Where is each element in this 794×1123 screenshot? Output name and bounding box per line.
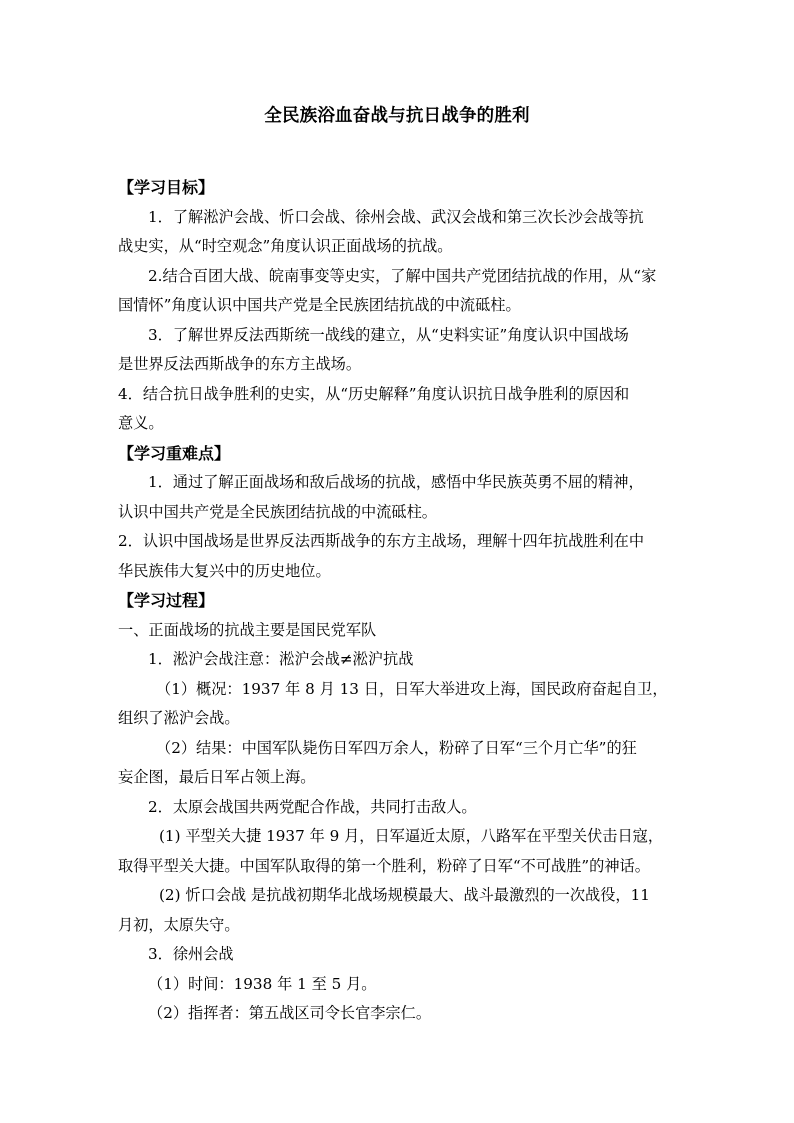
- paragraph-line: 2.结合百团大战、皖南事变等史实，了解中国共产党团结抗战的作用，从“家: [148, 266, 657, 285]
- paragraph-line: 妄企图，最后日军占领上海。: [118, 768, 316, 786]
- paragraph-line: 2．认识中国战场是世界反法西斯战争的东方主战场，理解十四年抗战胜利在中: [118, 532, 645, 550]
- paragraph-line: 是世界反法西斯战争的东方主战场。: [118, 355, 361, 373]
- paragraph-line: 一、正面战场的抗战主要是国民党军队: [118, 620, 377, 639]
- document-body: [118, 173, 676, 1029]
- paragraph-line: 认识中国共产党是全民族团结抗战的中流砥柱。: [118, 502, 437, 521]
- paragraph-line: （1）概况：1937 年 8 月 13 日，日军大举进攻上海，国民政府奋起自卫，: [156, 679, 668, 698]
- paragraph-line: 1．了解淞沪会战、忻口会战、徐州会战、武汉会战和第三次长沙会战等抗: [148, 207, 644, 226]
- paragraph-line: (2) 忻口会战 是抗战初期华北战场规模最大、战斗最激烈的一次战役，11: [159, 886, 650, 904]
- document-title: 全民族浴血奋战与抗日战争的胜利: [264, 106, 530, 126]
- paragraph-line: 月初，太原失守。: [118, 915, 240, 934]
- paragraph-line: 3．徐州会战: [148, 945, 234, 963]
- paragraph-line: 1．通过了解正面战场和敌后战场的抗战，感悟中华民族英勇不屈的精神，: [148, 473, 644, 491]
- paragraph-line: 国情怀”角度认识中国共产党是全民族团结抗战的中流砥柱。: [118, 296, 521, 314]
- paragraph-line: 4．结合抗日战争胜利的史实，从“历史解释”角度认识抗日战争胜利的原因和: [118, 384, 630, 403]
- section-heading: 【学习重难点】: [118, 443, 231, 463]
- paragraph-line: 1．淞沪会战注意：淞沪会战≠淞沪抗战: [148, 650, 414, 668]
- paragraph-line: 战史实，从“时空观念”角度认识正面战场的抗战。: [118, 237, 453, 255]
- section-heading: 【学习目标】: [118, 178, 215, 197]
- paragraph-line: （2）结果：中国军队毙伤日军四万余人，粉碎了日军“三个月亡华”的狂: [156, 738, 637, 757]
- paragraph-line: 3．了解世界反法西斯统一战线的建立，从“史料实证”角度认识中国战场: [148, 325, 629, 344]
- paragraph-line: (1) 平型关大捷 1937 年 9 月，日军逼近太原，八路军在平型关伏击日寇，: [159, 827, 664, 845]
- paragraph-line: （2）指挥者：第五战区司令长官李宗仁。: [148, 1004, 432, 1022]
- section-heading: 【学习过程】: [118, 591, 215, 610]
- paragraph-line: 组织了淞沪会战。: [118, 709, 240, 727]
- paragraph-line: 华民族伟大复兴中的历史地位。: [118, 561, 331, 580]
- paragraph-line: 取得平型关大捷。中国军队取得的第一个胜利，粉碎了日军“不可战胜”的神话。: [118, 856, 650, 875]
- paragraph-line: 2．太原会战国共两党配合作战，共同打击敌人。: [148, 797, 477, 816]
- paragraph-line: （1）时间：1938 年 1 至 5 月。: [148, 974, 377, 993]
- paragraph-line: 意义。: [118, 414, 164, 432]
